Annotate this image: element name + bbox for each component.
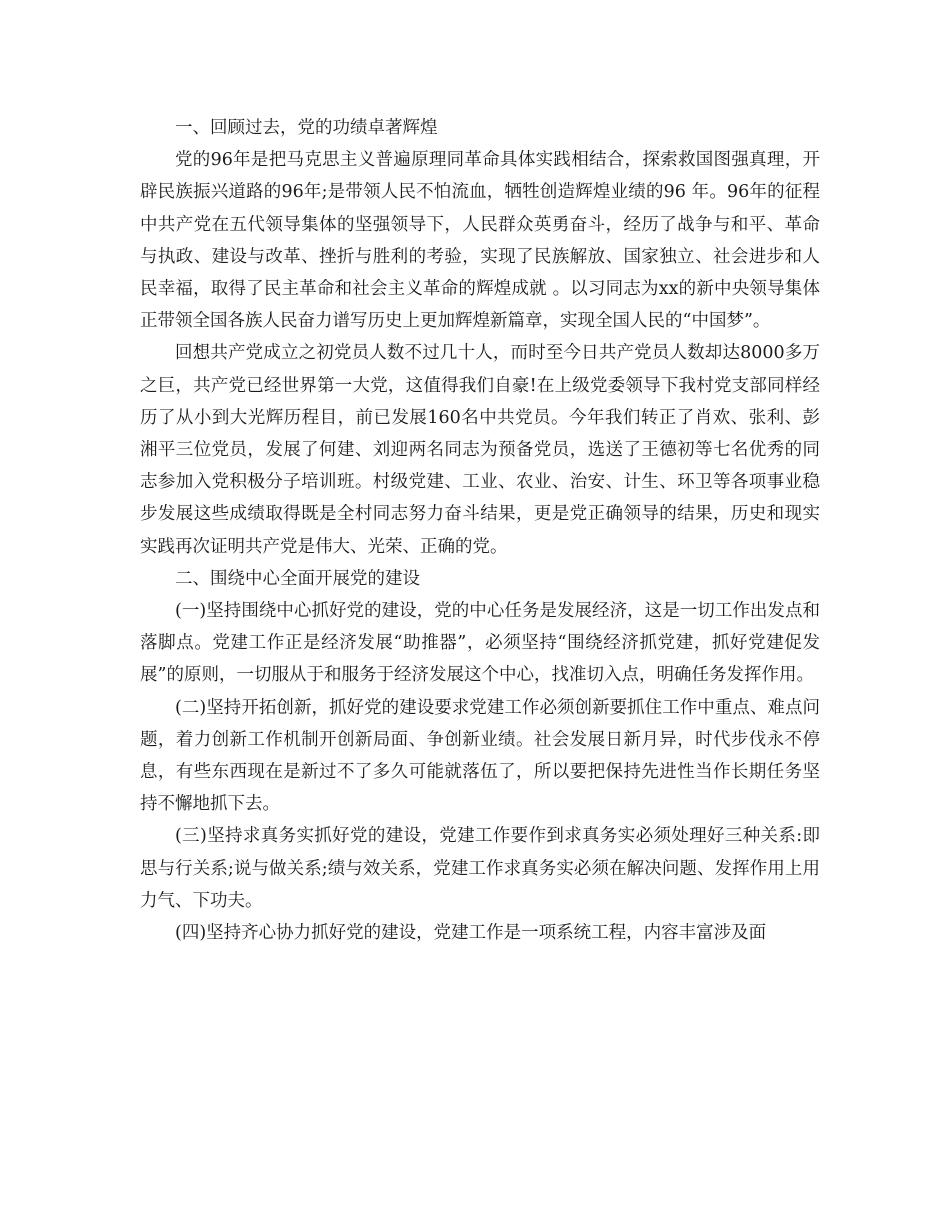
section-heading-2: 二、围绕中心全面开展党的建设 (175, 568, 420, 589)
paragraph-party-96-years: 党的96年是把马克思主义普遍原理同革命具体实践相结合，探索救国图强真理，开辟民族振兴道路的96年;是带领人民不怕流血，牺牲创造辉煌业绩的96 年。96年的征程中共产党在五代领导集体的坚强领导下，人民群众英勇奋斗，经历了战争与和平、革命与执政、建设与改革、挫折与胜利的考验，实现了民族解放、国家独立、社会进步和人民幸福，取得了民主革命和社会主义革命的辉煌成就 。以习同志为xx的新中央领导集体正带领全国各族人民奋力谱写历史上更加辉煌新篇章，实现全国人民的“中国梦”。 (140, 150, 820, 332)
document-body (140, 112, 820, 949)
paragraph-point-2: (二)坚持开拓创新，抓好党的建设要求党建工作必须创新要抓住工作中重点、难点问题，着力创新工作机制开创新局面、争创新业绩。社会发展日新月异，时代步伐永不停息，有些东西现在是新过不了多久可能就落伍了，所以要把保持先进性当作长期任务坚持不懈地抓下去。 (140, 697, 820, 815)
section-heading-1: 一、回顾过去，党的功绩卓著辉煌 (175, 118, 438, 138)
paragraph-point-1: (一)坚持围绕中心抓好党的建设，党的中心任务是发展经济，这是一切工作出发点和落脚点。党建工作正是经济发展“助推器”，必须坚持“围绕经济抓党建，抓好党建促发展”的原则，一切服从于和服务于经济发展这个中心，找准切入点，明确任务发挥作用。 (140, 601, 820, 686)
paragraph-party-members: 回想共产党成立之初党员人数不过几十人，而时至今日共产党员人数却达8000多万之巨，共产党已经世界第一大党，这值得我们自豪!在上级党委领导下我村党支部同样经历了从小到大光辉历程目，前已发展160名中共党员。今年我们转正了肖欢、张利、彭湘平三位党员，发展了何建、刘迎两名同志为预备党员，选送了王德初等七名优秀的同志参加入党积极分子培训班。村级党建、工业、农业、治安、计生、环卫等各项事业稳步发展这些成绩取得既是全村同志努力奋斗结果，更是党正确领导的结果，历史和现实实践再次证明共产党是伟大、光荣、正确的党。 (140, 343, 820, 557)
paragraph-point-3: (三)坚持求真务实抓好党的建设，党建工作要作到求真务实必须处理好三种关系:即思与行关系;说与做关系;绩与效关系，党建工作求真务实必须在解决问题、发挥作用上用力气、下功夫。 (140, 826, 820, 911)
paragraph-point-4: (四)坚持齐心协力抓好党的建设，党建工作是一项系统工程，内容丰富涉及面 (175, 923, 767, 944)
